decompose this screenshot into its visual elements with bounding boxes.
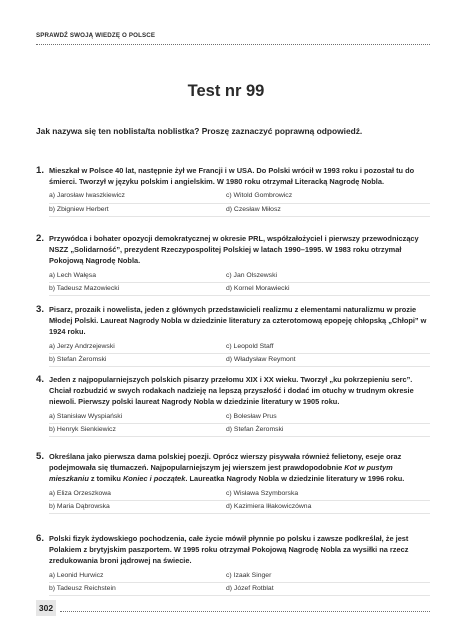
answer-option-b[interactable]: b) Zbigniew Herbert <box>49 204 226 217</box>
answer-option-a[interactable]: a) Jerzy Andrzejewski <box>49 341 226 354</box>
question-2 <box>36 233 430 296</box>
footer-dotted-divider <box>60 611 430 612</box>
book-title: Koniec i początek <box>122 474 186 484</box>
answer-option-c[interactable]: c) Witold Gombrowicz <box>226 190 430 203</box>
answer-options <box>49 190 430 216</box>
answer-option-b[interactable]: b) Tadeusz Reichstein <box>49 583 226 596</box>
question-number: 6. <box>36 533 45 544</box>
answer-options <box>49 341 430 367</box>
question-text-part: . Laureatka Nagrody Nobla w dziedzinie literatury w 1996 roku. <box>185 474 405 484</box>
answer-option-a[interactable]: a) Stanisław Wyspiański <box>49 411 226 424</box>
question-text: Mieszkał w Polsce 40 lat, następnie żył we Francji i w USA. Do Polski wrócił w 1993 roku i pozostał tu do śmierci. Tworzył w języku polskim i angielskim. W 1980 roku otrzymał Literacką Nagrodę Nobla. <box>49 166 415 187</box>
question-number: 1. <box>36 165 45 176</box>
question-text: Pisarz, prozaik i nowelista, jeden z głównych przedstawicieli realizmu z elementami naturalizmu w prozie Młodej Polski. Laureat Nagrody Nobla w dziedzinie literatury za czterotomową epopeję chłopską „Chłopi” w 1924 roku. <box>49 305 427 337</box>
header-dotted-divider <box>36 44 430 45</box>
answer-option-c[interactable]: c) Izaak Singer <box>226 570 430 583</box>
answer-options <box>49 570 430 596</box>
question-number: 3. <box>36 304 45 315</box>
test-instruction: Jak nazywa się ten noblista/ta noblistka? Proszę zaznaczyć poprawną odpowiedź. <box>36 126 363 136</box>
answer-option-c[interactable]: c) Wisława Szymborska <box>226 488 430 501</box>
answer-options <box>49 411 430 437</box>
answer-option-c[interactable]: c) Bolesław Prus <box>226 411 430 424</box>
poem-title: Kot w pustym mieszkaniu <box>49 463 393 484</box>
question-text: Polski fizyk żydowskiego pochodzenia, całe życie mówił płynnie po polsku i zawsze podkreślał, że jest Polakiem z brytyjskim paszportem. W 1995 roku otrzymał Pokojową Nagrodę Nobla za wysiłki na rzecz zredukowania broni jądrowej na świecie. <box>49 534 409 566</box>
answer-option-b[interactable]: b) Maria Dąbrowska <box>49 501 226 514</box>
question-1 <box>36 165 430 217</box>
page-number: 302 <box>36 600 56 616</box>
answer-option-d[interactable]: d) Stefan Żeromski <box>226 424 430 437</box>
question-text: Przywódca i bohater opozycji demokratycznej w okresie PRL, współzałożyciel i pierwszy przewodniczący NSZZ „Solidarność”, prezydent Rzeczypospolitej Polskiej w latach 1990–1995. W 1983 roku otrzymał Pokojową Nagrodę Nobla. <box>49 234 419 266</box>
question-4 <box>36 374 430 437</box>
answer-option-b[interactable]: b) Henryk Sienkiewicz <box>49 424 226 437</box>
question-text <box>49 451 430 485</box>
question-3 <box>36 304 430 367</box>
answer-options <box>49 488 430 514</box>
answer-option-a[interactable]: a) Leonid Hurwicz <box>49 570 226 583</box>
question-number: 2. <box>36 233 45 244</box>
question-6 <box>36 533 430 596</box>
answer-option-c[interactable]: c) Leopold Staff <box>226 341 430 354</box>
answer-option-b[interactable]: b) Tadeusz Mazowiecki <box>49 283 226 296</box>
question-text-part: Określana jako pierwsza dama polskiej poezji. Oprócz wierszy pisywała również felietony, eseje oraz podejmowała się tłumaczeń. Najpopularniejszym jej wierszem jest prawdopodobnie <box>49 452 402 473</box>
test-title: Test nr 99 <box>187 82 265 100</box>
section-header: SPRAWDŹ SWOJĄ WIEDZĘ O POLSCE <box>36 32 156 39</box>
question-number: 5. <box>36 451 45 462</box>
question-text: Jeden z najpopularniejszych polskich pisarzy przełomu XIX i XX wieku. Tworzył „ku pokrzepieniu serc”. Chciał rozbudzić w swych rodakach nadzieję na lepszą przyszłość i dodać im otuchy w trudnym okresie niewoli. Pierwszy polski laureat Nagrody Nobla w dziedzinie literatury w 1905 roku. <box>49 375 414 407</box>
answer-option-a[interactable]: a) Eliza Orzeszkowa <box>49 488 226 501</box>
question-text-part: z tomiku <box>88 474 123 484</box>
question-number: 4. <box>36 374 45 385</box>
answer-option-d[interactable]: d) Józef Rotblat <box>226 583 430 596</box>
question-5 <box>36 451 430 514</box>
answer-option-d[interactable]: d) Czesław Miłosz <box>226 204 430 217</box>
answer-options <box>49 270 430 296</box>
answer-option-d[interactable]: d) Kornel Morawiecki <box>226 283 430 296</box>
answer-option-d[interactable]: d) Kazimiera Iłłakowiczówna <box>226 501 430 514</box>
answer-option-c[interactable]: c) Jan Olszewski <box>226 270 430 283</box>
answer-option-a[interactable]: a) Lech Wałęsa <box>49 270 226 283</box>
answer-option-a[interactable]: a) Jarosław Iwaszkiewicz <box>49 190 226 203</box>
answer-option-b[interactable]: b) Stefan Żeromski <box>49 354 226 367</box>
answer-option-d[interactable]: d) Władysław Reymont <box>226 354 430 367</box>
